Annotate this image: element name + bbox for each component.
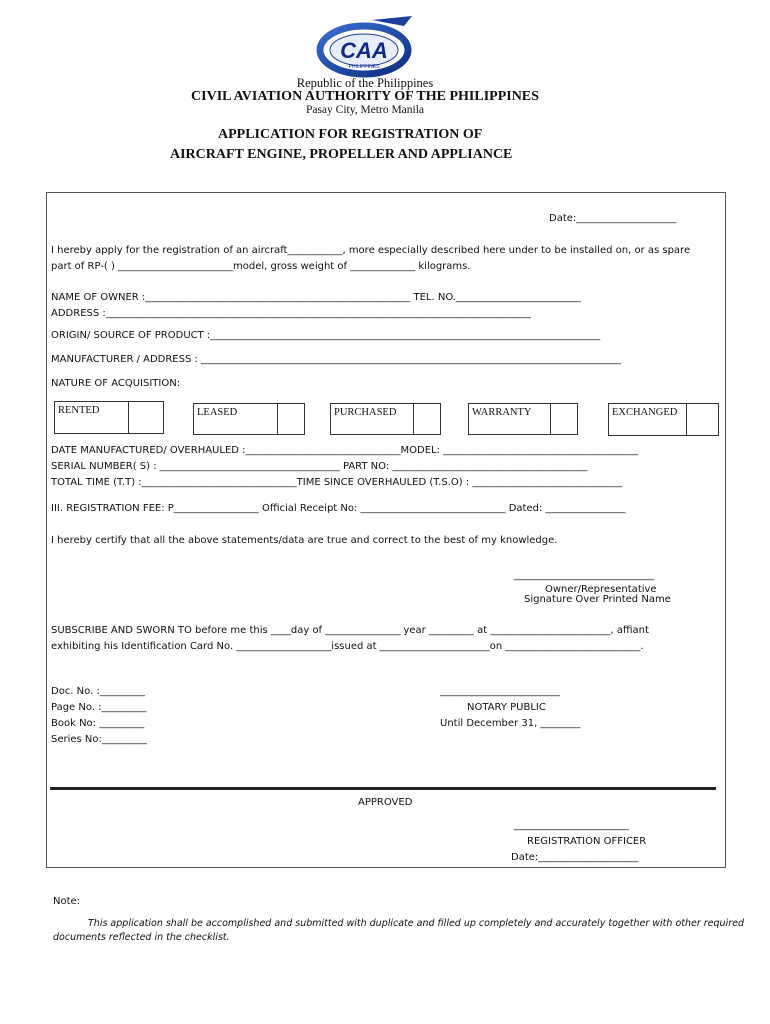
purchased-checkbox[interactable]: [413, 403, 441, 435]
acquisition-option-purchased[interactable]: [330, 403, 441, 435]
note-text-line1: This application shall be accomplished and submitted with duplicate and filled up completely and accurately together with other required: [88, 918, 744, 929]
sworn-statement-line1: SUBSCRIBE AND SWORN TO before me this ____day of _______________ year _________ at ________________________, affiant: [51, 625, 649, 636]
acquisition-option-rented[interactable]: [54, 401, 164, 434]
warranty-checkbox[interactable]: [550, 403, 578, 435]
notary-signature-line[interactable]: ________________________: [440, 686, 560, 697]
owner-field[interactable]: NAME OF OWNER :_____________________________________________________ TEL. NO._________________________: [51, 292, 581, 303]
agency-name: CIVIL AVIATION AUTHORITY OF THE PHILIPPINES: [191, 89, 539, 104]
officer-signature-line[interactable]: _______________________: [514, 820, 629, 831]
owner-signature-sublabel: Signature Over Printed Name: [524, 594, 671, 605]
option-label: RENTED: [58, 405, 100, 416]
apply-statement-line2: part of RP-( ) _______________________model, gross weight of _____________ kilograms.: [51, 261, 471, 272]
registration-fee-field[interactable]: III. REGISTRATION FEE: P_________________ Official Receipt No: _____________________________ Dated: ________________: [51, 503, 626, 514]
date-field[interactable]: Date:____________________: [549, 213, 677, 224]
owner-signature-line[interactable]: ____________________________: [514, 570, 654, 581]
caa-logo: [312, 14, 422, 78]
doc-no-field[interactable]: Doc. No. :_________: [51, 686, 145, 697]
republic-line: Republic of the Philippines: [296, 76, 434, 90]
form-title-line1: APPLICATION FOR REGISTRATION OF: [218, 127, 483, 142]
acquisition-option-exchanged[interactable]: [608, 403, 719, 436]
book-no-field[interactable]: Book No: _________: [51, 718, 145, 729]
exchanged-checkbox[interactable]: [686, 403, 719, 436]
registration-officer-label: REGISTRATION OFFICER: [527, 836, 647, 847]
logo-subtext: PHILIPPINES: [348, 64, 380, 70]
date-manufactured-field[interactable]: DATE MANUFACTURED/ OVERHAULED :_______________________________MODEL: _______________________________________: [51, 445, 639, 456]
page-no-field[interactable]: Page No. :_________: [51, 702, 147, 713]
acquisition-option-warranty[interactable]: [468, 403, 578, 435]
sworn-statement-line2: exhibiting his Identification Card No. ___________________issued at ______________________on ___________________________.: [51, 641, 644, 652]
series-no-field[interactable]: Series No:_________: [51, 734, 147, 745]
certification-statement: I hereby certify that all the above statements/data are true and correct to the best of my knowledge.: [51, 535, 558, 546]
section-divider: [50, 787, 716, 790]
address-field[interactable]: ADDRESS :_____________________________________________________________________________________: [51, 308, 531, 319]
form-title-line2: AIRCRAFT ENGINE, PROPELLER AND APPLIANCE: [170, 147, 513, 162]
total-time-field[interactable]: TOTAL TIME (T.T) :_______________________________TIME SINCE OVERHAULED (T.S.O) : ______________________________: [51, 477, 623, 488]
note-text-line2: documents reflected in the checklist.: [53, 932, 230, 943]
acquisition-option-leased[interactable]: [193, 403, 305, 435]
city-line: Pasay City, Metro Manila: [305, 104, 425, 116]
logo-text: CAA: [340, 38, 388, 63]
option-label: WARRANTY: [472, 407, 532, 418]
option-label: LEASED: [197, 407, 238, 418]
apply-statement-line1: I hereby apply for the registration of an aircraft___________, more especially described here under to be installed on, or as spare: [51, 245, 691, 256]
manufacturer-field[interactable]: MANUFACTURER / ADDRESS : ____________________________________________________________________________________: [51, 354, 622, 365]
serial-number-field[interactable]: SERIAL NUMBER( S) : ____________________________________ PART NO: _______________________________________: [51, 461, 588, 472]
option-label: EXCHANGED: [612, 407, 678, 418]
owner-signature-label: Owner/Representative: [545, 584, 657, 595]
caa-globe-emblem: [312, 14, 422, 78]
option-label: PURCHASED: [334, 407, 397, 418]
approved-label: APPROVED: [358, 797, 413, 808]
notary-until-field[interactable]: Until December 31, ________: [440, 718, 581, 729]
note-label: Note:: [53, 896, 81, 907]
nature-of-acquisition-label: NATURE OF ACQUISITION:: [51, 378, 181, 389]
origin-field[interactable]: ORIGIN/ SOURCE OF PRODUCT :______________________________________________________________________________: [51, 330, 601, 341]
officer-date-field[interactable]: Date:____________________: [511, 852, 639, 863]
rented-checkbox[interactable]: [128, 401, 164, 434]
leased-checkbox[interactable]: [277, 403, 305, 435]
notary-public-label: NOTARY PUBLIC: [467, 702, 546, 713]
